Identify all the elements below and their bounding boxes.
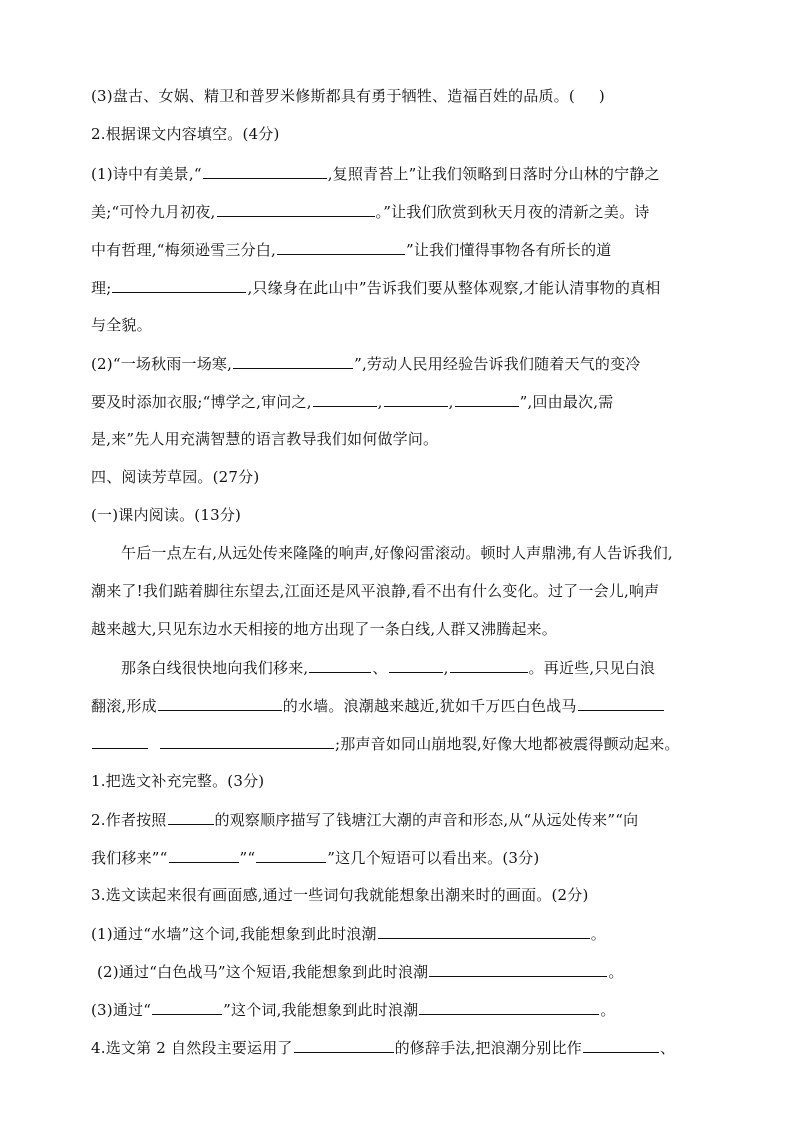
passage-fill-line: 翻滚,形成 的水墙。浪潮越来越近,犹如千万匹白色战马 bbox=[91, 695, 665, 716]
text-line: 与全貌。 bbox=[91, 316, 152, 334]
answer-blank[interactable] bbox=[92, 733, 148, 749]
fill-line: 美;“可怜九月初夜, 。”让我们欣赏到秋天月夜的清新之美。诗 bbox=[91, 203, 650, 221]
answer-blank[interactable] bbox=[429, 961, 607, 977]
answer-blank[interactable] bbox=[160, 733, 334, 749]
question-line: 3.选文读起来很有画面感,通过一些词句我就能想象出潮来时的画面。(2分) bbox=[91, 886, 589, 904]
passage-line: 潮来了!我们踮着脚往东望去,江面还是风平浪静,看不出有什么变化。过了一会儿,响声 bbox=[91, 582, 660, 600]
answer-blank[interactable] bbox=[384, 391, 448, 407]
answer-blank[interactable] bbox=[450, 657, 528, 673]
text-line: 是,来”先人用充满智慧的语言教导我们如何做学问。 bbox=[91, 430, 439, 448]
answer-blank[interactable] bbox=[378, 923, 590, 939]
answer-blank[interactable] bbox=[152, 999, 222, 1015]
answer-paren[interactable] bbox=[576, 86, 598, 101]
answer-blank[interactable] bbox=[169, 847, 239, 863]
fill-line: 要及时添加衣服;“博学之,审问之, , , ”,回由最次,需 bbox=[91, 393, 614, 411]
passage-fill-line: ;那声音如同山崩地裂,好像大地都被震得颤动起来。 bbox=[91, 733, 680, 754]
answer-blank[interactable] bbox=[233, 353, 353, 369]
fill-line: (2)“一场秋雨一场寒, ”,劳动人民用经验告诉我们随着天气的变冷 bbox=[91, 355, 641, 373]
question-line: 2.作者按照 的观察顺序描写了钱塘江大潮的声音和形态,从“从远处传来”“向 bbox=[91, 811, 639, 829]
answer-blank[interactable] bbox=[158, 695, 282, 711]
answer-blank[interactable] bbox=[294, 1037, 394, 1053]
answer-blank[interactable] bbox=[583, 1037, 659, 1053]
subsection-heading: (一)课内阅读。(13分) bbox=[91, 506, 242, 524]
answer-blank[interactable] bbox=[168, 809, 214, 825]
question-line: (2)通过“白色战马”这个短语,我能想象到此时浪潮 。 bbox=[97, 963, 624, 981]
section-heading-fill-in: 2.根据课文内容填空。(4分) bbox=[91, 125, 280, 143]
question-line: 1.把选文补充完整。(3分) bbox=[91, 772, 265, 790]
passage-line: 午后一点左右,从远处传来隆隆的响声,好像闷雷滚动。顿时人声鼎沸,有人告诉我们, bbox=[121, 544, 673, 562]
question-line: (1)通过“水墙”这个词,我能想象到此时浪潮 。 bbox=[91, 925, 606, 943]
passage-line: 越来越大,只见东边水天相接的地方出现了一条白线,人群又沸腾起来。 bbox=[91, 620, 557, 638]
answer-blank[interactable] bbox=[203, 163, 327, 179]
answer-blank[interactable] bbox=[277, 239, 405, 255]
passage-fill-line: 那条白线很快地向我们移来, 、 , 。再近些,只见白浪 bbox=[121, 659, 656, 677]
answer-blank[interactable] bbox=[309, 657, 371, 673]
question-line: 我们移来”“ ”“ ”这几个短语可以看出来。(3分) bbox=[91, 849, 540, 867]
question-line: 4.选文第 2 自然段主要运用了 的修辞手法,把浪潮分别比作 、 bbox=[91, 1039, 676, 1057]
answer-blank[interactable] bbox=[256, 847, 326, 863]
answer-blank[interactable] bbox=[389, 657, 443, 673]
fill-line: 理; ,只缘身在此山中”告诉我们要从整体观察,才能认清事物的真相 bbox=[91, 279, 661, 297]
question-3-judgement: (3)盘古、女娲、精卫和普罗米修斯都具有勇于牺牲、造福百姓的品质。( ) bbox=[91, 87, 605, 105]
answer-blank[interactable] bbox=[313, 391, 377, 407]
answer-blank[interactable] bbox=[578, 695, 664, 711]
answer-blank[interactable] bbox=[419, 999, 599, 1015]
section-heading-reading: 四、阅读芳草园。(27分) bbox=[91, 468, 260, 486]
fill-line: 中有哲理,“梅须逊雪三分白, ”让我们懂得事物各有所长的道 bbox=[91, 241, 612, 259]
answer-blank[interactable] bbox=[112, 277, 246, 293]
question-line: (3)通过“ ”这个词,我能想象到此时浪潮 。 bbox=[91, 1001, 616, 1019]
answer-blank[interactable] bbox=[455, 391, 519, 407]
answer-blank[interactable] bbox=[217, 201, 375, 217]
fill-line: (1)诗中有美景,“ ,复照青苔上”让我们领略到日落时分山林的宁静之 bbox=[91, 165, 660, 183]
